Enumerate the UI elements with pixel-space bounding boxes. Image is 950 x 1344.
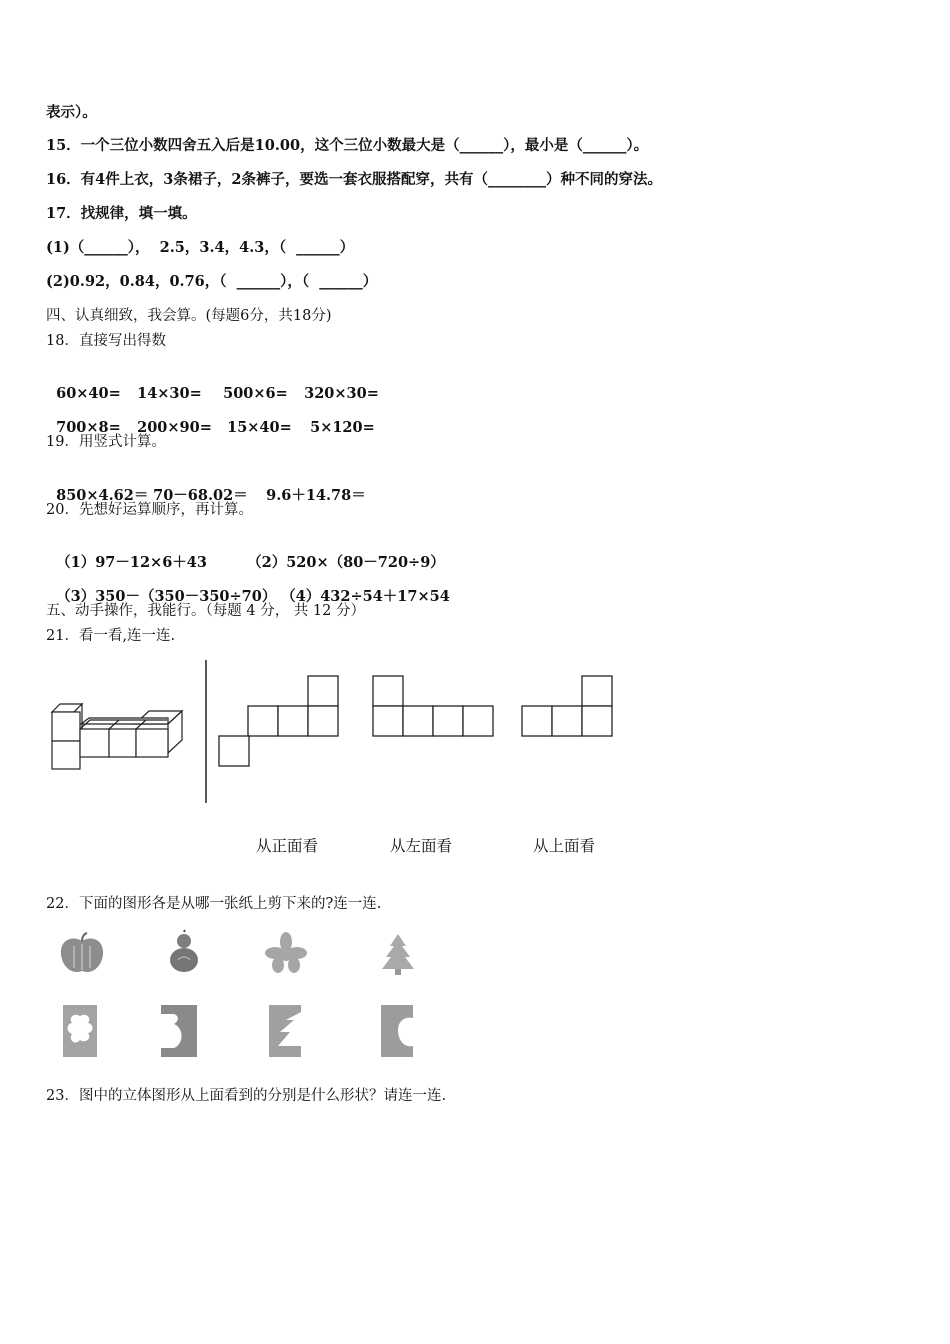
q19-item: 850×4.62＝ [56, 487, 149, 504]
q18-item: 14×30= [137, 385, 202, 402]
q19-item: 70－68.02＝ [153, 487, 248, 504]
question-17-part1: (1)（______）， 2.5，3.4，4.3，（ ______） [46, 239, 355, 256]
paper-gourd-cutout-icon [160, 1004, 198, 1058]
question-21: 21．看一看,连一连. [46, 628, 176, 644]
cube-solid-figure [45, 700, 190, 775]
view-option-1 [218, 676, 340, 768]
q18-item: 60×40= [56, 385, 121, 402]
q18-item: 5×120= [310, 419, 375, 436]
q18-item: 15×40= [227, 419, 292, 436]
question-18: 18．直接写出得数 [46, 333, 166, 349]
question-17: 17．找规律，填一填。 [46, 205, 197, 222]
gourd-shape-icon [164, 930, 204, 976]
q20-item: （3）350－（350－350÷70） [56, 588, 277, 605]
paper-apple-cutout-icon [380, 1004, 414, 1058]
question-16: 16．有4件上衣，3条裙子，2条裤子，要选一套衣服搭配穿，共有（________）种不同的穿法。 [46, 171, 662, 188]
apple-shape-icon [58, 932, 106, 976]
caption-front-view: 从正面看 [256, 837, 319, 855]
q20-item: （4）432÷54＋17×54 [281, 588, 450, 605]
q18-item: 500×6= [223, 385, 288, 402]
tree-shape-icon [378, 932, 418, 976]
question-20: 20．先想好运算顺序，再计算。 [46, 502, 253, 518]
question-19: 19．用竖式计算。 [46, 434, 166, 450]
divider-line [205, 660, 208, 805]
paper-flower-cutout-icon [62, 1004, 98, 1058]
section-4-heading: 四、认真细致，我会算。(每题6分，共18分) [46, 308, 332, 324]
q19-item: 9.6＋14.78＝ [266, 487, 366, 504]
question-17-part2: (2)0.92，0.84，0.76，（ ______），（ ______） [46, 273, 378, 290]
flower-shape-icon [264, 932, 308, 974]
caption-top-view: 从上面看 [533, 837, 596, 855]
caption-left-view: 从左面看 [390, 837, 453, 855]
view-option-2 [372, 676, 496, 738]
q18-item: 320×30= [304, 385, 379, 402]
q20-item: （1）97－12×6＋43 [56, 554, 207, 571]
question-23: 23．图中的立体图形从上面看到的分别是什么形状？请连一连. [46, 1088, 447, 1104]
q18-item: 200×90= [137, 419, 212, 436]
q20-item: （2）520×（80－720÷9） [247, 554, 445, 571]
section-5-heading: 五、动手操作，我能行。（每题 4 分， 共 12 分） [46, 603, 365, 619]
continued-text: 表示）。 [46, 104, 97, 121]
q18-item: 700×8= [56, 419, 121, 436]
question-22: 22．下面的图形各是从哪一张纸上剪下来的?连一连. [46, 896, 382, 912]
paper-tree-cutout-icon [268, 1004, 302, 1058]
view-option-3 [521, 676, 615, 738]
question-15: 15．一个三位小数四舍五入后是10.00，这个三位小数最大是（______），最小是（______）。 [46, 137, 649, 154]
